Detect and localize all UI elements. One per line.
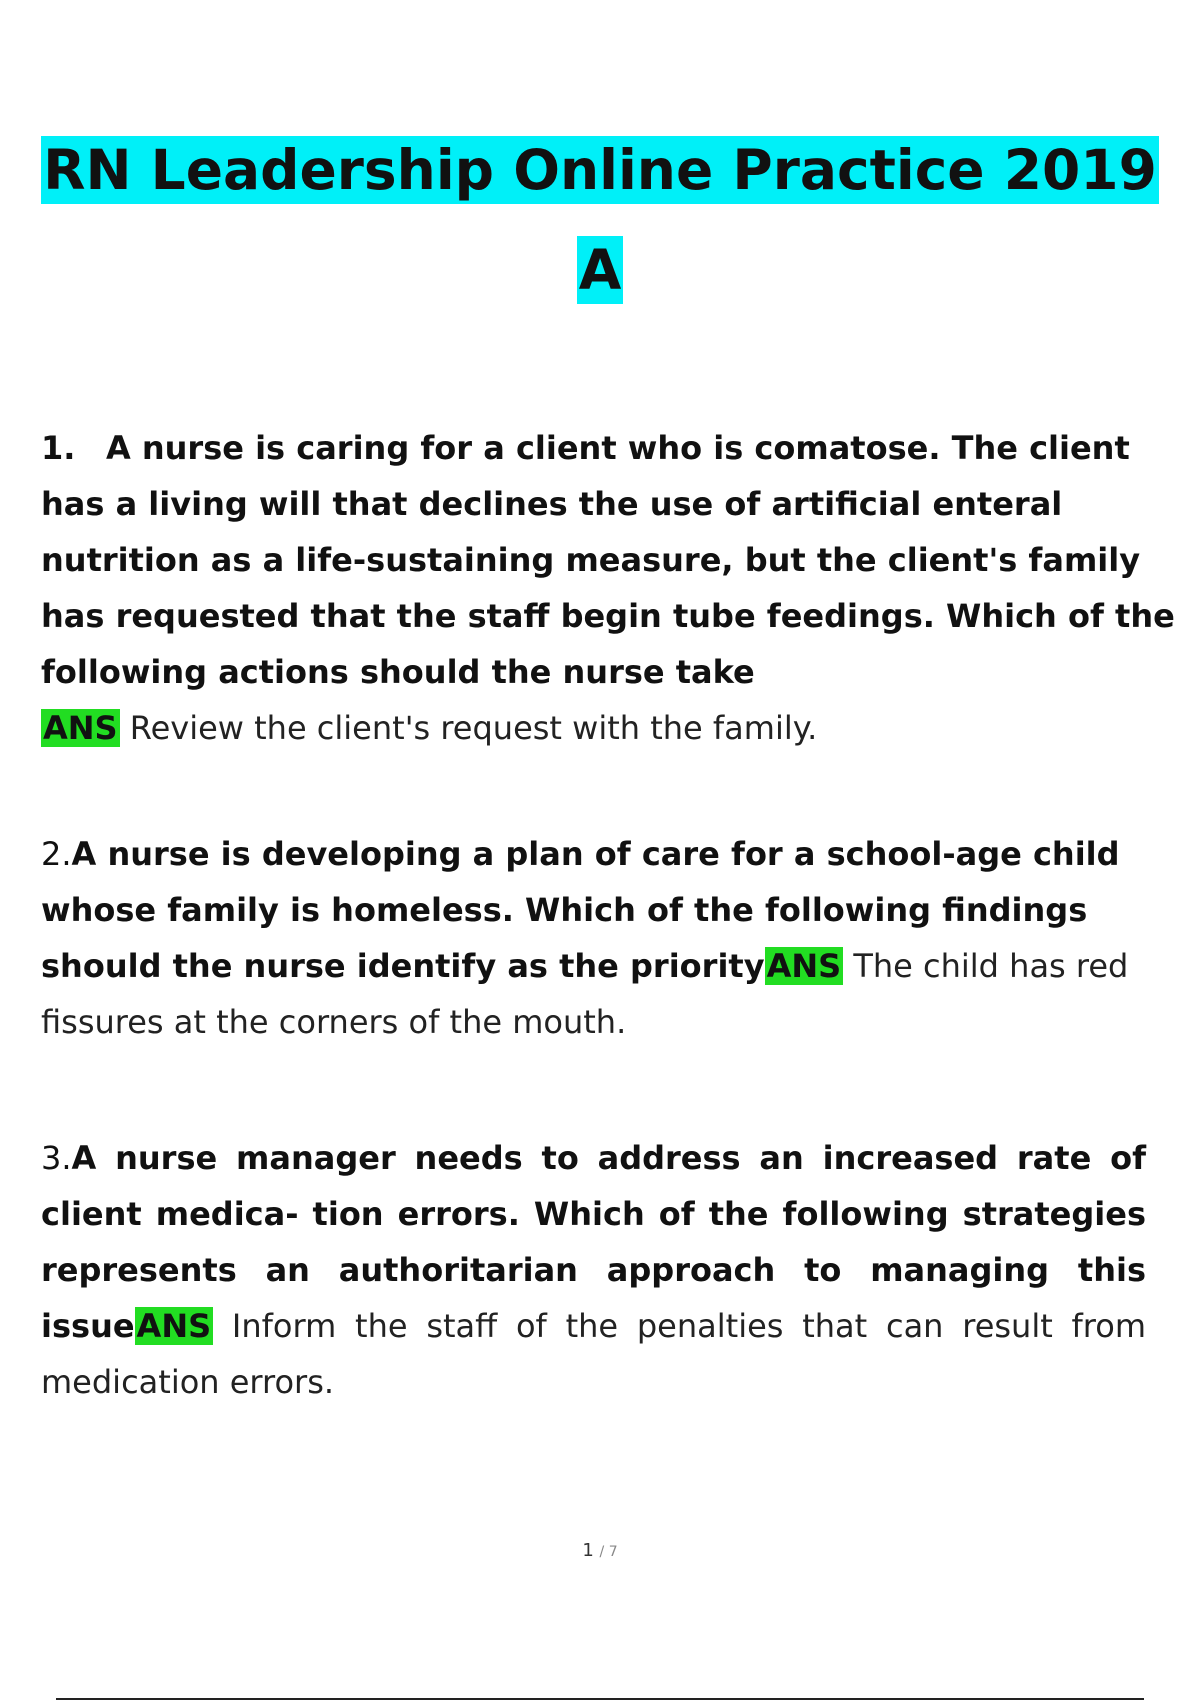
question-number: 3. xyxy=(41,1139,72,1177)
answer-label: ANS xyxy=(43,709,118,747)
document-title: RN Leadership Online Practice 2019 xyxy=(43,138,1157,202)
question-1 xyxy=(41,420,1181,756)
answer-text: Review the client's request with the family. xyxy=(129,709,818,747)
answer-text: The child has red fissures at the corners of the mouth. xyxy=(41,947,1129,1041)
question-number: 1. xyxy=(41,429,76,467)
page-current: 1 xyxy=(582,1540,594,1561)
title-line-1-wrap xyxy=(0,136,1200,204)
title-line-2-wrap xyxy=(0,236,1200,304)
document-title-suffix: A xyxy=(578,238,622,302)
answer-label: ANS xyxy=(766,947,842,985)
page-total: / 7 xyxy=(599,1544,618,1560)
answer-text: Inform the staff of the penalties that can result from medication errors. xyxy=(41,1307,1147,1401)
page-indicator xyxy=(0,1540,1200,1561)
question-2 xyxy=(41,826,1181,1050)
question-text: A nurse is caring for a client who is comatose. The client has a living will that declines the use of artificial enteral nutrition as a life-sustaining measure, but the client's family has requested that the staff begin tube feedings. Which of the following actions should the nurse take xyxy=(41,429,1175,691)
question-3 xyxy=(41,1130,1146,1410)
question-text: A nurse manager needs to address an increased rate of client medica- tion errors. Which of the following strategies represents an authoritarian approach to managing this issue xyxy=(41,1139,1146,1345)
answer-label: ANS xyxy=(136,1307,212,1345)
question-text: A nurse is developing a plan of care for a school-age child whose family is homeless. Which of the following findings should the nurse identify as the priority xyxy=(41,835,1120,985)
question-number: 2. xyxy=(41,835,72,873)
